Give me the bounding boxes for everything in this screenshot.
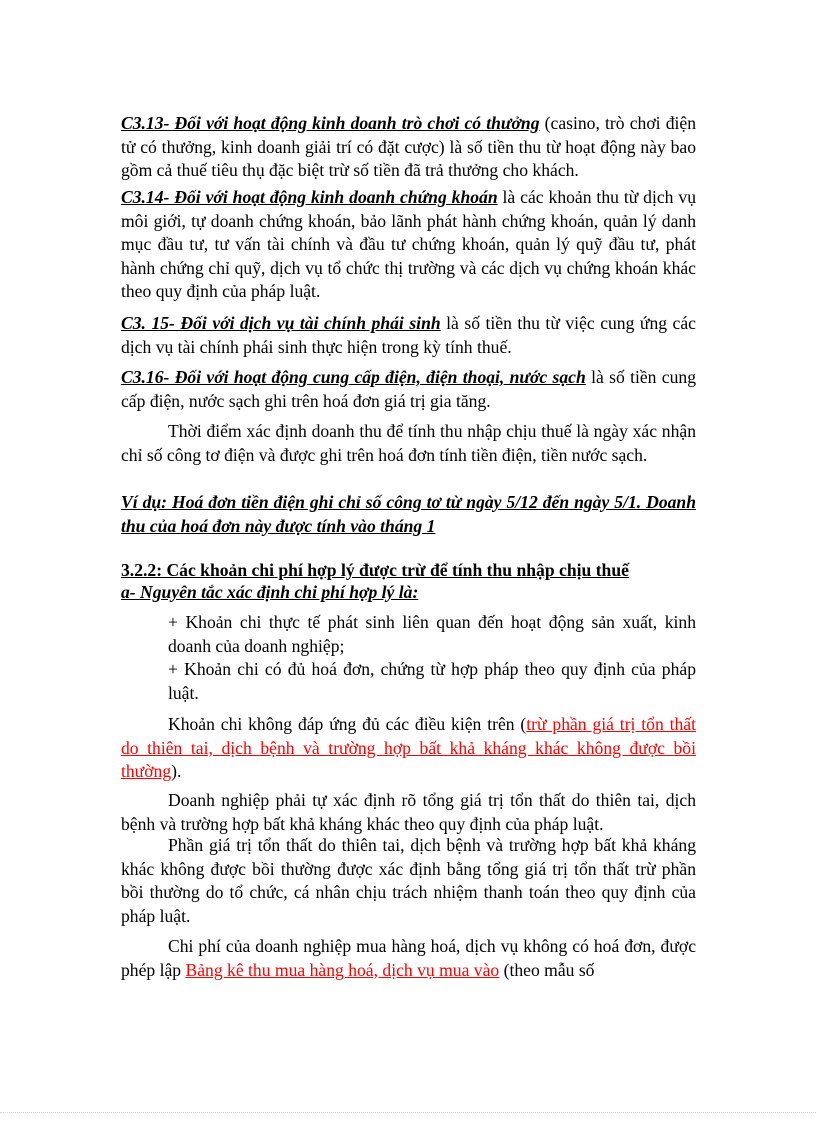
bullet-item-2: + Khoản chi có đủ hoá đơn, chứng từ hợp pháp theo quy định của pháp luật.	[168, 659, 696, 703]
chi-phi-pre: Chi phí của doanh nghiệp mua hàng hoá, dịch vụ không có hoá đơn, được phép lập	[121, 936, 696, 980]
body-c3-16: là số tiền cung cấp điện, nước sạch ghi trên hoá đơn giá trị gia tăng.	[121, 367, 696, 411]
heading-c3-15: C3. 15- Đối với dịch vụ tài chính phái sinh	[121, 313, 441, 333]
paragraph-doanh-nghiep: Doanh nghiệp phải tự xác định rõ tổng giá trị tổn thất do thiên tai, dịch bệnh và trường hợp bất khả kháng khác theo quy định của pháp luật.	[121, 790, 696, 834]
page-bottom-divider	[0, 1112, 816, 1114]
paragraph-khoan-chi	[121, 713, 696, 784]
paragraph-chi-phi	[121, 935, 696, 982]
bang-ke-link: Bảng kê thu mua hàng hoá, dịch vụ mua vào	[185, 959, 500, 980]
paragraph-c3-15	[121, 312, 696, 359]
section-3-2-2-title: 3.2.2: Các khoản chi phí hợp lý được trừ để tính thu nhập chịu thuế	[121, 560, 629, 580]
bullet-item-1: + Khoản chi thực tế phát sinh liên quan đến hoạt động sản xuất, kinh doanh của doanh nghiệp;	[168, 612, 696, 656]
section-3-2-2-subtitle: a- Nguyên tắc xác định chi phí hợp lý là:	[121, 582, 419, 602]
paragraph-c3-14	[121, 186, 696, 304]
body-c3-14: là các khoản thu từ dịch vụ môi giới, tự doanh chứng khoán, bảo lãnh phát hành chứng khoán, quản lý danh mục đầu tư, tư vấn tài chính và đầu tư chứng khoán, quản lý quỹ đầu tư, phát hành chứng chỉ quỹ, dịch vụ tổ chức thị trường và các dịch vụ chứng khoán khác theo quy định của pháp luật.	[121, 187, 696, 302]
heading-c3-13: C3.13- Đối với hoạt động kinh doanh trò chơi có thưởng	[121, 113, 540, 133]
khoan-chi-post: ).	[171, 761, 182, 782]
khoan-chi-pre: Khoản chi không đáp ứng đủ các điều kiện trên (	[168, 714, 527, 734]
body-c3-15: là số tiền thu từ việc cung ứng các dịch vụ tài chính phái sinh thực hiện trong kỳ tính thuế.	[121, 313, 696, 357]
body-c3-13: (casino, trò chơi điện tử có thưởng, kinh doanh giải trí có đặt cược) là số tiền thu từ hoạt động này bao gồm cả thuế tiêu thụ đặc biệt trừ số tiền đã trả thưởng cho khách.	[121, 113, 696, 181]
khoan-chi-exception-link: trừ phần giá trị tổn thất do thiên tai, dịch bệnh và trường hợp bất khả kháng khác không được bồi thường	[121, 714, 697, 782]
paragraph-c3-16	[121, 366, 696, 413]
paragraph-timing: Thời điểm xác định doanh thu để tính thu nhập chịu thuế là ngày xác nhận chỉ số công tơ điện và được ghi trên hoá đơn tính tiền điện, tiền nước sạch.	[121, 421, 696, 465]
paragraph-example: Ví dụ: Hoá đơn tiền điện ghi chỉ số công tơ từ ngày 5/12 đến ngày 5/1. Doanh thu của hoá đơn này được tính vào tháng 1	[121, 492, 696, 536]
heading-c3-16: C3.16- Đối với hoạt động cung cấp điện, điện thoại, nước sạch	[121, 367, 586, 387]
paragraph-phan-gia-tri: Phần giá trị tổn thất do thiên tai, dịch bệnh và trường hợp bất khả kháng khác không được bồi thường được xác định bằng tổng giá trị tổn thất trừ phần bồi thường do tổ chức, cá nhân chịu trách nhiệm thanh toán theo quy định của pháp luật.	[121, 835, 696, 926]
paragraph-c3-13	[121, 112, 696, 183]
heading-c3-14: C3.14- Đối với hoạt động kinh doanh chứng khoán	[121, 187, 498, 207]
chi-phi-post: (theo mẫu số	[499, 959, 595, 980]
